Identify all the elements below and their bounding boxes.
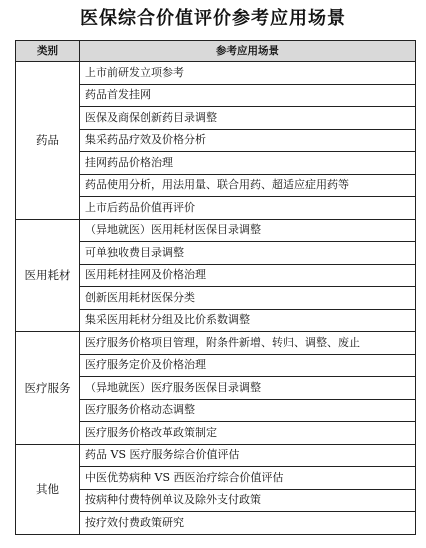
table-row [16,444,416,467]
scenario-cell: 集采医用耗材分组及比价系数调整 [80,309,416,332]
category-cell-medical-services: 医疗服务 [16,332,80,445]
scenario-cell: 集采药品疗效及价格分析 [80,129,416,152]
scenario-cell: （异地就医）医用耗材医保目录调整 [80,219,416,242]
category-cell-other: 其他 [16,444,80,534]
scenario-cell: 药品 VS 医疗服务综合价值评估 [80,444,416,467]
scenario-table [15,40,416,535]
scenario-cell: 医用耗材挂网及价格治理 [80,264,416,287]
table-row [16,62,416,85]
document-title: 医保综合价值评价参考应用场景 [80,8,346,29]
scenario-cell: 按疗效付费政策研究 [80,512,416,535]
scenario-cell: 医疗服务价格项目管理，附条件新增、转归、调整、废止 [80,332,416,355]
scenario-cell: 创新医用耗材医保分类 [80,287,416,310]
scenario-cell: （异地就医）医疗服务医保目录调整 [80,377,416,400]
scenario-cell: 药品使用分析，用法用量、联合用药、超适应症用药等 [80,174,416,197]
scenario-cell: 医疗服务价格改革政策制定 [80,422,416,445]
scenario-cell: 挂网药品价格治理 [80,152,416,175]
scenario-cell: 中医优势病种 VS 西医治疗综合价值评估 [80,467,416,490]
table-header-row [16,41,416,62]
table-row [16,332,416,355]
scenario-cell: 可单独收费目录调整 [80,242,416,265]
scenario-cell: 上市后药品价值再评价 [80,197,416,220]
scenario-cell: 医疗服务价格动态调整 [80,399,416,422]
scenario-cell: 医保及商保创新药目录调整 [80,107,416,130]
table-row [16,219,416,242]
scenario-cell: 医疗服务定价及价格治理 [80,354,416,377]
header-scenario: 参考应用场景 [80,41,416,62]
category-cell-drugs: 药品 [16,62,80,220]
header-category: 类别 [16,41,80,62]
scenario-cell: 药品首发挂网 [80,84,416,107]
scenario-cell: 按病种付费特例单议及除外支付政策 [80,489,416,512]
category-cell-consumables: 医用耗材 [16,219,80,332]
scenario-cell: 上市前研发立项参考 [80,62,416,85]
